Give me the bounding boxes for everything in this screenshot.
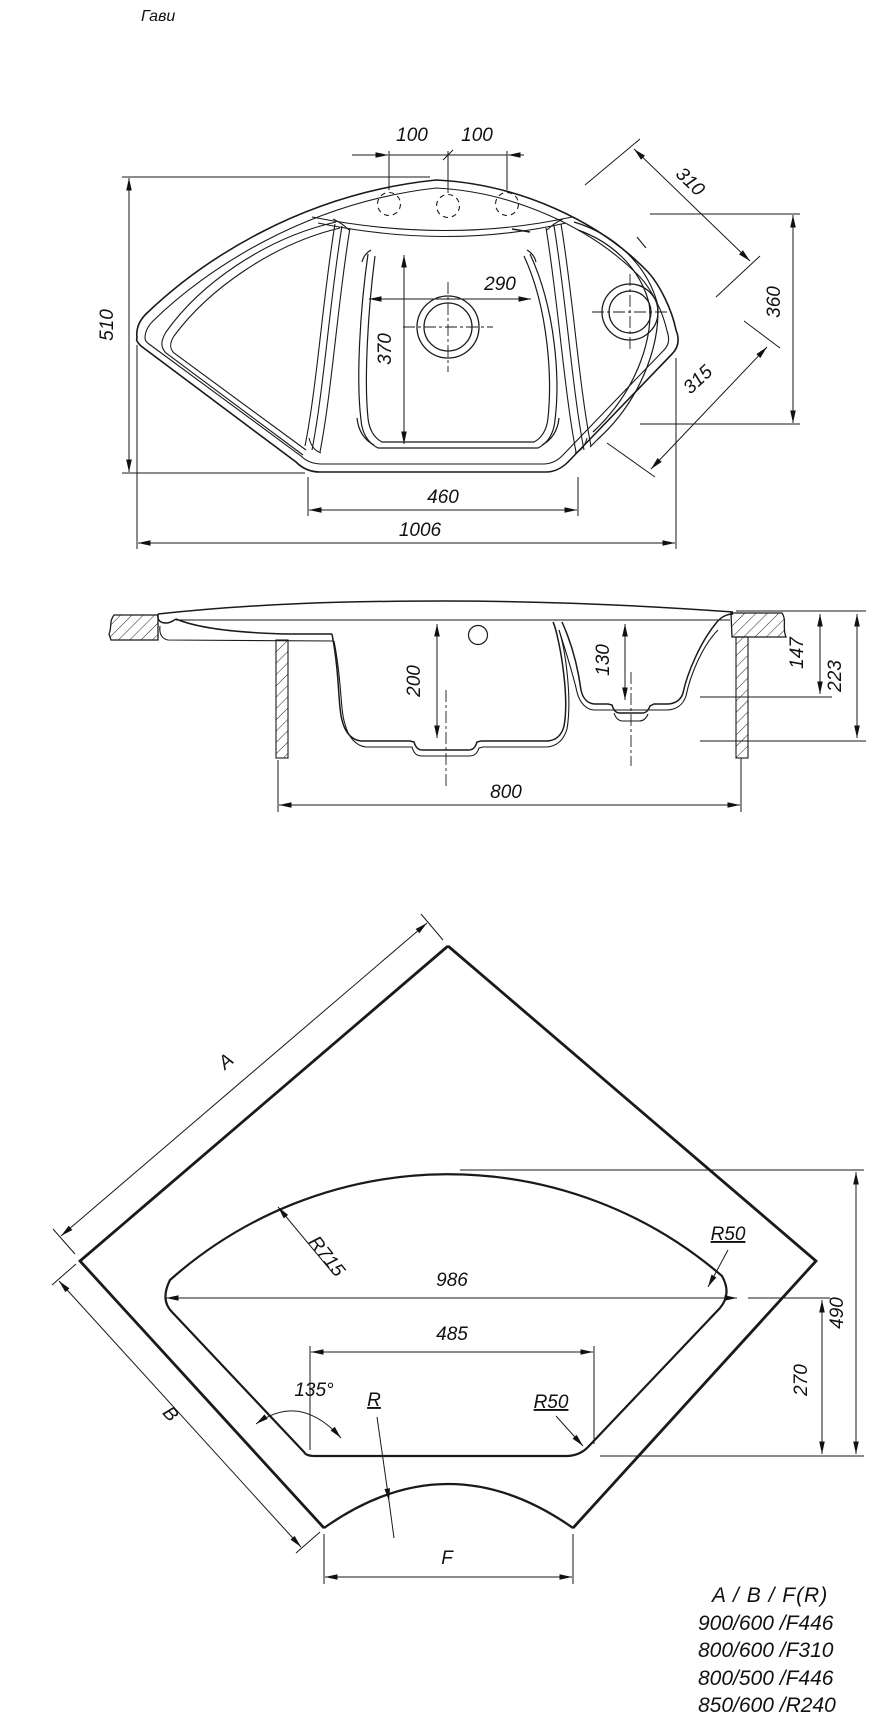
- cutout-view: [52, 914, 864, 1584]
- dim-B-label: B: [158, 1402, 183, 1427]
- section-view: [109, 601, 866, 812]
- left-wing-band: [162, 222, 340, 455]
- countertop-edge-right: [448, 946, 816, 1528]
- dim-370-label: 370: [375, 333, 396, 365]
- dim-270-label: 270: [791, 1364, 812, 1396]
- dim-100: [352, 150, 524, 193]
- dim-510-label: 510: [97, 309, 118, 341]
- front-radius-arc: [324, 1484, 573, 1528]
- drawing-title: Гави: [141, 8, 176, 25]
- radius-50-bottom-label: R50: [533, 1392, 569, 1413]
- dim-1006-label: 1006: [398, 520, 442, 541]
- dim-315: [607, 321, 780, 477]
- dim-B: [52, 1264, 320, 1553]
- size-table-row: 900/600 /F446: [698, 1611, 834, 1635]
- tap-holes: [378, 193, 519, 218]
- size-table-row: 850/600 /R240: [698, 1694, 836, 1717]
- tap-hole-right: [496, 193, 519, 216]
- tap-hole-center: [437, 195, 460, 218]
- dim-310: [585, 139, 760, 297]
- dim-100-right-label: 100: [461, 125, 493, 146]
- size-variants-table: [698, 1582, 884, 1720]
- leader-R50-bottom: [556, 1416, 583, 1446]
- size-table-row: 800/600 /F310: [698, 1639, 834, 1662]
- dim-986-label: 986: [436, 1270, 468, 1291]
- dim-223-label: 223: [825, 660, 846, 692]
- radius-label: R: [367, 1390, 381, 1411]
- main-drain: [403, 282, 493, 372]
- dim-147-label: 147: [787, 637, 808, 669]
- dim-130-label: 130: [593, 644, 614, 676]
- dim-F-label: F: [441, 1548, 453, 1569]
- cutout-outline: [165, 1174, 726, 1456]
- dim-1006: [137, 345, 676, 549]
- dim-310-label: 310: [671, 163, 709, 201]
- angle-135-label: 135°: [294, 1380, 334, 1401]
- radius-715-label: R715: [304, 1232, 349, 1281]
- sink-section-profile: [158, 601, 733, 788]
- cabinet-wall-left: [276, 640, 288, 758]
- countertop-left: [109, 615, 158, 640]
- dim-360-label: 360: [764, 286, 785, 318]
- dim-485-label: 485: [436, 1324, 468, 1345]
- edge-tick: [637, 237, 646, 248]
- dim-800-label: 800: [490, 782, 522, 803]
- leader-R: [377, 1417, 394, 1538]
- dim-100-left-label: 100: [396, 125, 428, 146]
- dim-A-label: A: [214, 1049, 239, 1074]
- tap-hole-section: [469, 626, 488, 645]
- right-divider-band: [546, 224, 591, 452]
- left-divider-band: [305, 224, 350, 452]
- countertop-right: [731, 613, 786, 637]
- top-view: [97, 125, 800, 549]
- dim-A: [53, 914, 443, 1254]
- dim-200-label: 200: [404, 665, 425, 697]
- dim-460-label: 460: [427, 487, 459, 508]
- right-drain: [592, 274, 668, 350]
- radius-50-corner-label: R50: [710, 1224, 746, 1245]
- dim-315-label: 315: [679, 361, 718, 399]
- countertop-edge-left: [80, 946, 448, 1528]
- dim-290-label: 290: [484, 274, 516, 295]
- dim-490: [460, 1170, 864, 1456]
- size-table-row: 800/500 /F446: [698, 1666, 834, 1690]
- dim-490-label: 490: [827, 1297, 848, 1329]
- size-table-header: A / B / F(R): [712, 1584, 829, 1607]
